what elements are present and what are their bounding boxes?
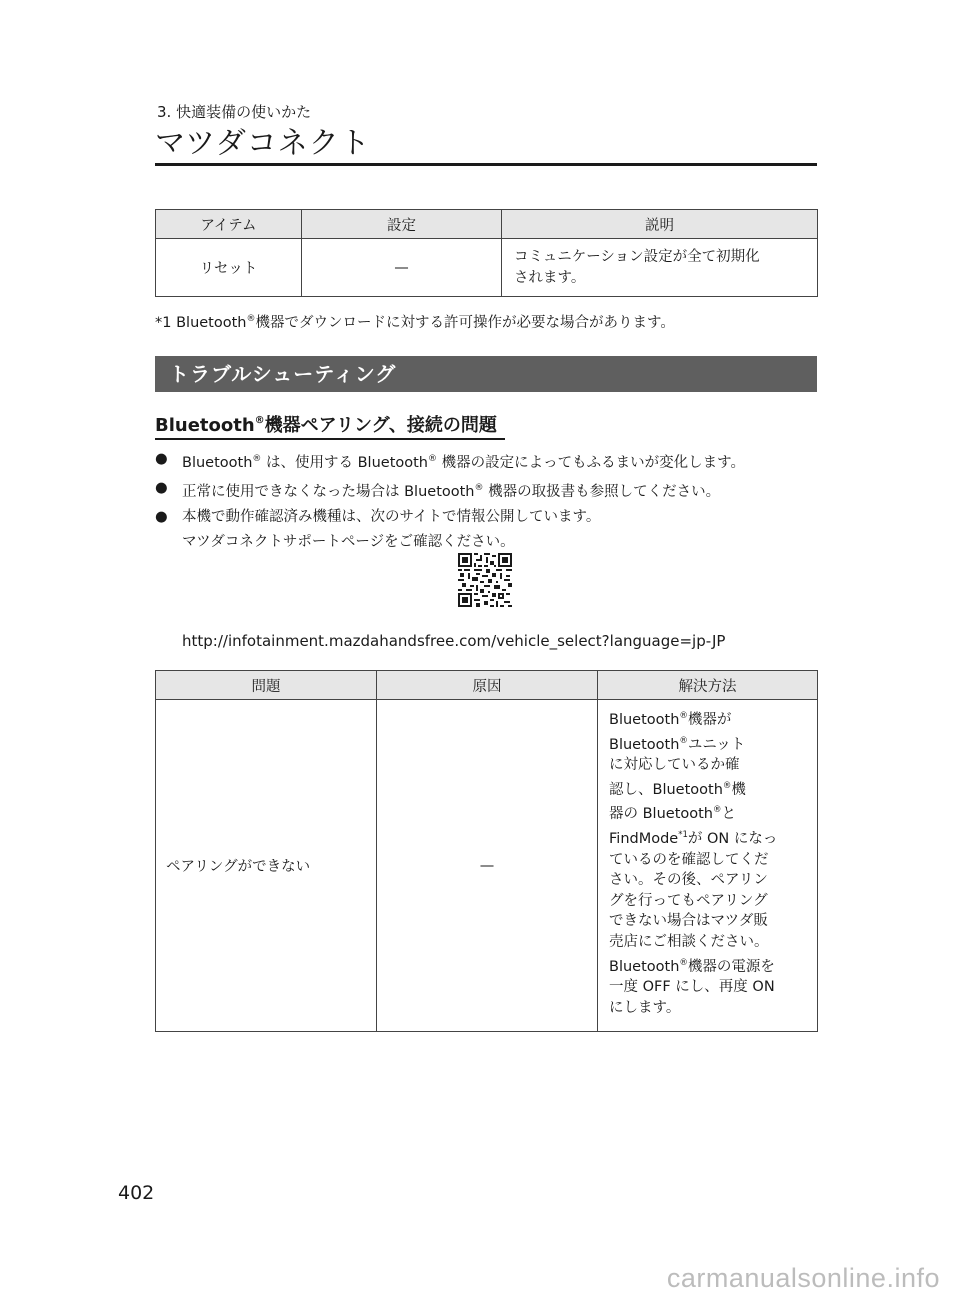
footnote-text: Bluetooth®機器でダウンロードに対する許可操作が必要な場合があります。 bbox=[176, 314, 675, 331]
table-row bbox=[156, 700, 818, 1032]
cell-problem: ペアリングができない bbox=[156, 700, 377, 1032]
footnote bbox=[155, 311, 675, 332]
registered-mark: ® bbox=[474, 483, 484, 493]
solution-line: 器の Bluetooth®と bbox=[609, 805, 736, 823]
page-title: マツダコネクト bbox=[155, 126, 371, 161]
watermark: carmanualsonline.info bbox=[666, 1263, 940, 1293]
title-divider bbox=[155, 163, 817, 166]
table-header-row bbox=[156, 210, 818, 239]
solution-line: Bluetooth®ユニット bbox=[609, 735, 746, 753]
solution-line: 認し、Bluetooth®機 bbox=[609, 780, 746, 798]
list-item: ● 本機で動作確認済み機種は、次のサイトで情報公開しています。 bbox=[155, 505, 745, 530]
registered-mark: ® bbox=[428, 454, 437, 464]
bullet-icon: ● bbox=[155, 451, 168, 467]
description-line: コミュニケーション設定が全て初期化 bbox=[514, 248, 760, 265]
settings-table bbox=[155, 209, 818, 297]
solution-line: ているのを確認してくだ bbox=[609, 851, 769, 868]
section-heading: トラブルシューティング bbox=[155, 356, 817, 392]
registered-mark: ® bbox=[679, 711, 688, 721]
solution-line: さい。その後、ペアリン bbox=[609, 872, 768, 889]
header-item: アイテム bbox=[156, 210, 302, 239]
subsection-heading: Bluetooth®機器ペアリング、接続の問題 bbox=[155, 411, 505, 440]
header-description: 説明 bbox=[502, 210, 818, 239]
solution-line: できない場合はマツダ販 bbox=[609, 913, 768, 930]
list-item-continuation: マツダコネクトサポートページをご確認ください。 bbox=[182, 534, 515, 550]
registered-mark: ® bbox=[246, 314, 256, 324]
troubleshooting-table bbox=[155, 670, 818, 1032]
solution-line: 売店にご相談ください。 bbox=[609, 933, 769, 950]
cell-solution bbox=[598, 700, 818, 1032]
bullet-icon: ● bbox=[155, 480, 168, 496]
bullet-list bbox=[155, 447, 745, 555]
registered-mark: ® bbox=[722, 780, 732, 791]
table-header-row bbox=[156, 671, 818, 700]
header-solution: 解決方法 bbox=[598, 671, 818, 700]
registered-mark: ® bbox=[713, 805, 722, 816]
support-url[interactable]: http://infotainment.mazdahandsfree.com/vehicle_select?language=jp-JP bbox=[182, 632, 726, 650]
cell-setting: — bbox=[302, 239, 502, 297]
cell-cause: — bbox=[377, 700, 598, 1032]
solution-line: Bluetooth®機器が bbox=[609, 711, 732, 728]
solution-line: にします。 bbox=[609, 999, 681, 1016]
description-line: されます。 bbox=[514, 269, 586, 286]
registered-mark: ® bbox=[254, 415, 265, 426]
header-cause: 原因 bbox=[377, 671, 598, 700]
footnote-mark: *1 bbox=[155, 315, 172, 331]
qr-code-icon[interactable] bbox=[458, 553, 512, 607]
cell-item: リセット bbox=[156, 239, 302, 297]
header-setting: 設定 bbox=[302, 210, 502, 239]
bullet-icon: ● bbox=[155, 509, 168, 525]
list-item: ● Bluetooth® は、使用する Bluetooth® 機器の設定によってもふるまいが変化します。 bbox=[155, 447, 745, 476]
header-problem: 問題 bbox=[156, 671, 377, 700]
list-item: ● 正常に使用できなくなった場合は Bluetooth® 機器の取扱書も参照してください。 bbox=[155, 476, 745, 505]
solution-line: Bluetooth®機器の電源を bbox=[609, 957, 775, 975]
solution-line: 一度 OFF にし、再度 ON bbox=[609, 979, 775, 996]
footnote-ref: *1 bbox=[678, 829, 688, 840]
registered-mark: ® bbox=[252, 454, 262, 464]
solution-line: グを行ってもペアリング bbox=[609, 892, 768, 909]
solution-line: FindMode$^{*1}$が ON になっ bbox=[609, 829, 778, 847]
chapter-label: 3. 快適装備の使いかた bbox=[157, 103, 312, 121]
registered-mark: ® bbox=[679, 735, 688, 746]
cell-description bbox=[502, 239, 818, 297]
registered-mark: ® bbox=[679, 957, 688, 968]
solution-line: に対応しているか確 bbox=[609, 757, 740, 774]
table-row bbox=[156, 239, 818, 297]
page-number: 402 bbox=[118, 1182, 155, 1204]
